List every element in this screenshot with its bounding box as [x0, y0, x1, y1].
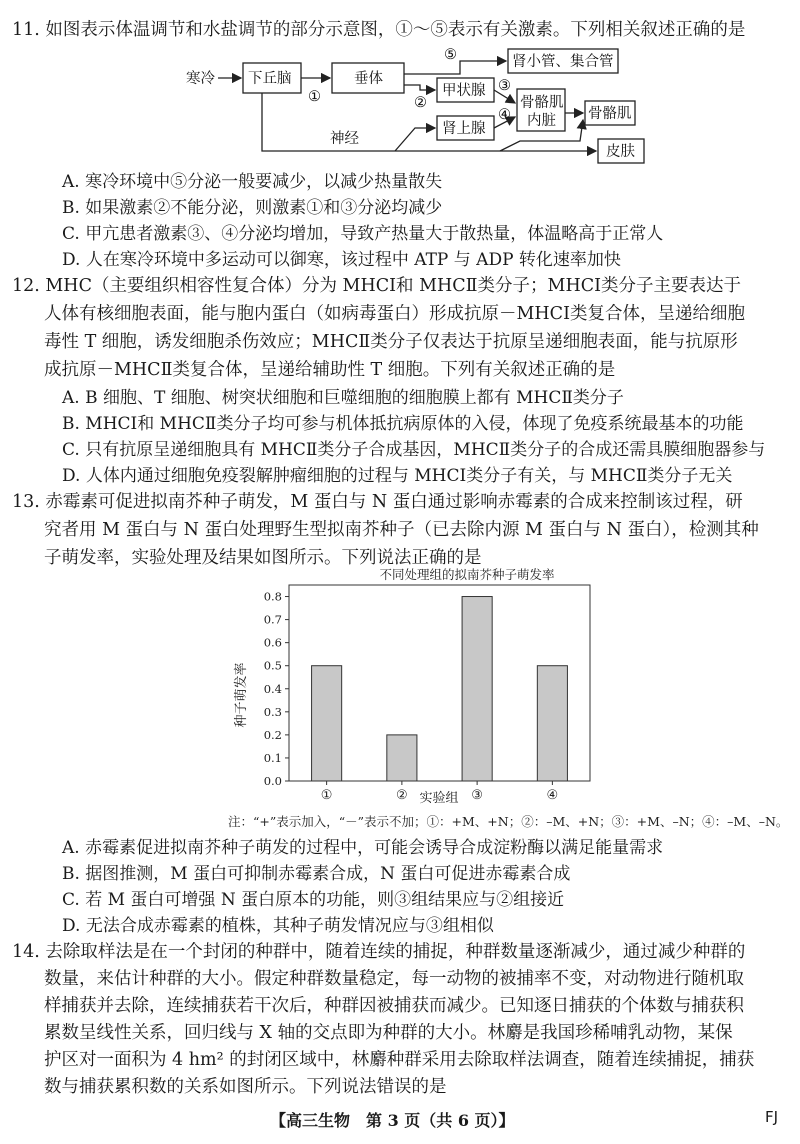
question-13-line-3: 子萌发率，实验处理及结果如图所示。下列说法正确的是: [44, 548, 482, 568]
footer-code: FJ: [764, 1108, 778, 1126]
option-11-c[interactable]: C. 甲亢患者激素③、④分泌均增加，导致产热量大于散热量，体温略高于正常人: [62, 224, 664, 244]
y-tick-label: 0.7: [263, 612, 282, 627]
y-tick-label: 0.5: [263, 658, 282, 673]
x-tick-label: ①: [320, 788, 333, 803]
question-12-line-3: 毒性 T 细胞，诱发细胞杀伤效应；MHCⅡ类分子仅表达于抗原呈递细胞表面，能与抗原形: [44, 332, 738, 352]
option-11-b[interactable]: B. 如果激素②不能分泌，则激素①和③分泌均减少: [62, 198, 443, 218]
question-14-line-2: 数量，来估计种群的大小。假定种群数量稳定，每一动物的被捕率不变，对动物进行随机取: [44, 969, 744, 989]
regulation-diagram: [0, 45, 800, 185]
bar-4: [537, 666, 567, 781]
x-tick-label: ③: [471, 788, 483, 803]
question-12-line-2: 人体有核细胞表面，能与胞内蛋白（如病毒蛋白）形成抗原－MHCⅠ类复合体，呈递给细胞: [44, 304, 745, 324]
y-tick-label: 0.3: [263, 704, 282, 719]
chart-x-axis-label: 实验组: [419, 791, 459, 805]
x-tick-label: ②: [396, 788, 408, 803]
question-11-stem: 11. 如图表示体温调节和水盐调节的部分示意图，①～⑤表示有关激素。下列相关叙述正确的是: [12, 20, 746, 40]
y-tick-label: 0.8: [263, 589, 282, 604]
y-tick-label: 0.1: [263, 750, 282, 765]
option-13-d[interactable]: D. 无法合成赤霉素的植株，其种子萌发情况应与③组相似: [62, 916, 494, 936]
option-11-a[interactable]: A. 寒冷环境中⑤分泌一般要减少，以减少热量散失: [62, 172, 443, 192]
page-footer: 【高三生物 第 3 页（共 6 页）】: [270, 1111, 515, 1130]
germination-chart: [0, 565, 800, 805]
option-13-a[interactable]: A. 赤霉素促进拟南芥种子萌发的过程中，可能会诱导合成淀粉酶以满足能量需求: [62, 838, 664, 858]
hormone-4-label: ④: [498, 107, 511, 123]
thyroid-label: 甲状腺: [442, 83, 486, 99]
y-tick-label: 0.0: [263, 774, 282, 788]
bar-3: [462, 597, 492, 781]
chart-title: 不同处理组的拟南芥种子萌发率: [379, 567, 555, 582]
muscle-viscera-label-1: 骨骼肌: [520, 95, 564, 111]
y-tick-label: 0.6: [263, 635, 282, 650]
question-14-line-4: 累数呈线性关系，回归线与 X 轴的交点即为种群的大小。林麝是我国珍稀哺乳动物，某保: [44, 1023, 733, 1043]
option-12-c[interactable]: C. 只有抗原呈递细胞具有 MHCⅡ类分子合成基因，MHCⅡ类分子的合成还需具膜细胞器参与: [62, 440, 766, 460]
muscle-label: 骨骼肌: [588, 106, 632, 122]
y-tick-label: 0.2: [263, 727, 282, 742]
bar-2: [387, 735, 417, 781]
bar-1: [312, 666, 342, 781]
y-tick-label: 0.4: [263, 681, 282, 696]
question-12-line-4: 成抗原－MHCⅡ类复合体，呈递给辅助性 T 细胞。下列有关叙述正确的是: [44, 360, 616, 380]
option-13-b[interactable]: B. 据图推测，M 蛋白可抑制赤霉素合成，N 蛋白可促进赤霉素合成: [62, 864, 571, 884]
question-13-line-1: 13. 赤霉素可促进拟南芥种子萌发，M 蛋白与 N 蛋白通过影响赤霉素的合成来控制该过程，研: [12, 492, 743, 512]
hormone-2-label: ②: [414, 95, 427, 111]
adrenal-label: 肾上腺: [442, 121, 486, 137]
option-12-b[interactable]: B. MHCⅠ和 MHCⅡ类分子均可参与机体抵抗病原体的入侵，体现了免疫系统最基本的功能: [62, 414, 744, 434]
option-11-d[interactable]: D. 人在寒冷环境中多运动可以御寒，该过程中 ATP 与 ADP 转化速率加快: [62, 250, 621, 270]
nerve-label: 神经: [330, 131, 359, 147]
kidney-label: 肾小管、集合管: [512, 54, 614, 70]
skin-label: 皮肤: [606, 144, 635, 160]
x-tick-label: ④: [546, 788, 559, 803]
question-14-line-5: 护区对一面积为 4 hm² 的封闭区域中，林麝种群采用去除取样法调查，随着连续捕捉，捕获: [44, 1050, 755, 1070]
question-14-line-6: 数与捕获累积数的关系如图所示。下列说法错误的是: [44, 1077, 447, 1097]
hormone-1-label: ①: [308, 89, 321, 105]
question-14-line-1: 14. 去除取样法是在一个封闭的种群中，随着连续的捕捉，种群数量逐渐减少，通过减少种群的: [12, 942, 746, 962]
question-14-line-3: 样捕获并去除，连续捕获若干次后，种群因被捕获而减少。已知逐日捕获的个体数与捕获积: [44, 996, 744, 1016]
chart-y-axis-label: 种子萌发率: [234, 662, 249, 728]
pituitary-label: 垂体: [354, 71, 383, 87]
option-12-d[interactable]: D. 人体内通过细胞免疫裂解肿瘤细胞的过程与 MHCⅠ类分子有关，与 MHCⅡ类分子无关: [62, 466, 733, 486]
chart-note: 注：“+”表示加入，“－”表示不加；①：+M、+N；②：–M、+N；③：+M、–N；④：–M、–N。: [228, 814, 789, 829]
option-12-a[interactable]: A. B 细胞、T 细胞、树突状细胞和巨噬细胞的细胞膜上都有 MHCⅡ类分子: [62, 388, 624, 408]
hormone-5-label: ⑤: [444, 47, 457, 63]
hypothalamus-label: 下丘脑: [248, 71, 292, 87]
option-13-c[interactable]: C. 若 M 蛋白可增强 N 蛋白原本的功能，则③组结果应与②组接近: [62, 890, 565, 910]
hormone-3-label: ③: [498, 78, 511, 94]
question-13-line-2: 究者用 M 蛋白与 N 蛋白处理野生型拟南芥种子（已去除内源 M 蛋白与 N 蛋白），检测其种: [44, 520, 759, 540]
question-12-line-1: 12. MHC（主要组织相容性复合体）分为 MHCⅠ和 MHCⅡ类分子；MHCⅠ类分子主要表达于: [12, 276, 742, 296]
muscle-viscera-label-2: 内脏: [527, 113, 556, 129]
cold-label: 寒冷: [186, 71, 215, 87]
